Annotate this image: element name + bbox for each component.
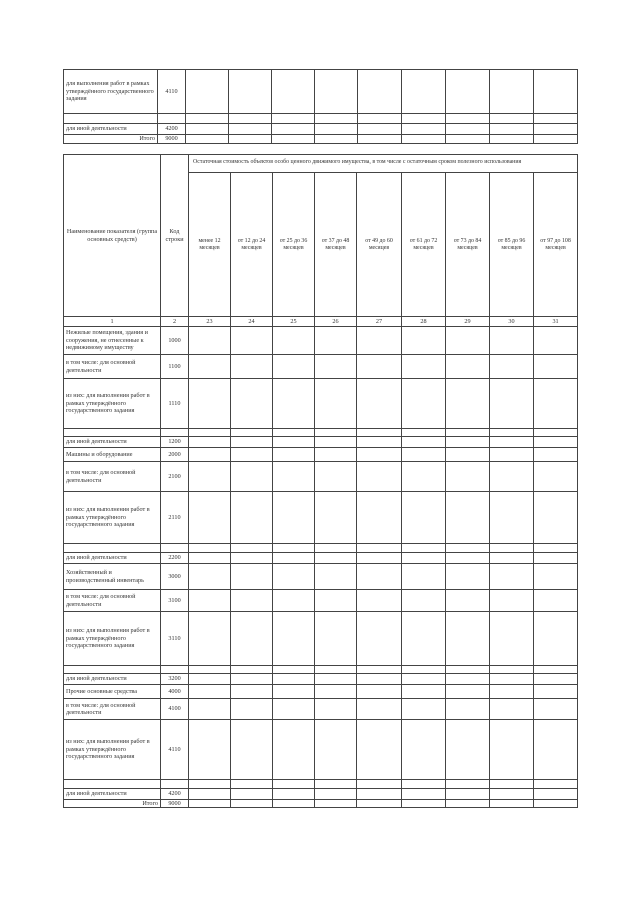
value-cell <box>534 685 578 699</box>
value-cell <box>446 800 490 808</box>
spacer-row <box>64 780 578 789</box>
table-row <box>64 674 578 685</box>
value-cell <box>402 564 446 590</box>
value-cell <box>357 780 402 789</box>
value-cell <box>357 448 402 462</box>
table-row <box>64 612 578 666</box>
row-name: из них: для выполнения работ в рамках утверждённого государственного задания <box>64 379 161 429</box>
table-row <box>64 492 578 544</box>
column-number: 25 <box>273 317 315 327</box>
value-cell <box>315 355 357 379</box>
value-cell <box>231 720 273 780</box>
table-row <box>64 800 578 808</box>
period-header: от 85 до 96 месяцев <box>490 173 534 317</box>
value-cell <box>273 674 315 685</box>
column-number: 23 <box>189 317 231 327</box>
column-number: 24 <box>231 317 273 327</box>
value-cell <box>189 685 231 699</box>
period-header: от 61 до 72 месяцев <box>402 173 446 317</box>
value-cell <box>534 553 578 564</box>
value-cell <box>273 327 315 355</box>
value-cell <box>490 448 534 462</box>
value-cell <box>490 789 534 800</box>
row-name: в том числе: для основной деятельности <box>64 699 161 720</box>
value-cell <box>534 429 578 437</box>
row-name: Машины и оборудование <box>64 448 161 462</box>
value-cell <box>402 448 446 462</box>
table-row <box>64 564 578 590</box>
value-cell <box>534 492 578 544</box>
value-cell <box>357 462 402 492</box>
row-code: 3000 <box>161 564 189 590</box>
value-cell <box>534 666 578 674</box>
value-cell <box>64 544 161 553</box>
value-cell <box>273 612 315 666</box>
value-cell <box>446 564 490 590</box>
value-cell <box>64 429 161 437</box>
value-cell <box>534 699 578 720</box>
table-row <box>64 685 578 699</box>
value-cell <box>189 674 231 685</box>
value-cell <box>402 553 446 564</box>
value-cell <box>189 699 231 720</box>
value-cell <box>315 553 357 564</box>
row-name: Нежилые помещения, здания и сооружения, не отнесенные к недвижимому имуществу <box>64 327 161 355</box>
value-cell <box>402 720 446 780</box>
row-name: для выполнения работ в рамках утверждённого государственного задания <box>64 70 158 114</box>
value-cell <box>161 780 189 789</box>
value-cell <box>315 685 357 699</box>
column-number: 1 <box>64 317 161 327</box>
value-cell <box>402 462 446 492</box>
value-cell <box>315 564 357 590</box>
column-number: 30 <box>490 317 534 327</box>
row-code: 4200 <box>158 124 186 135</box>
value-cell <box>446 789 490 800</box>
row-name: для иной деятельности <box>64 789 161 800</box>
row-code: 4110 <box>161 720 189 780</box>
value-cell <box>446 379 490 429</box>
table-row <box>64 114 578 124</box>
value-cell <box>446 699 490 720</box>
column-number: 31 <box>534 317 578 327</box>
value-cell <box>231 379 273 429</box>
value-cell <box>490 612 534 666</box>
code-header: Код строки <box>161 155 189 317</box>
spacer-row <box>64 429 578 437</box>
value-cell <box>446 666 490 674</box>
value-cell <box>446 355 490 379</box>
value-cell <box>402 612 446 666</box>
value-cell <box>446 780 490 789</box>
value-cell <box>189 462 231 492</box>
row-code: 2200 <box>161 553 189 564</box>
value-cell <box>357 429 402 437</box>
row-code: 4100 <box>161 699 189 720</box>
value-cell <box>231 564 273 590</box>
value-cell <box>273 355 315 379</box>
value-cell <box>490 800 534 808</box>
value-cell <box>273 789 315 800</box>
value-cell <box>231 590 273 612</box>
row-name: из них: для выполнения работ в рамках утверждённого государственного задания <box>64 720 161 780</box>
value-cell <box>446 462 490 492</box>
value-cell <box>189 666 231 674</box>
value-cell <box>534 355 578 379</box>
value-cell <box>357 685 402 699</box>
value-cell <box>490 462 534 492</box>
spacer-row <box>64 544 578 553</box>
row-name: Хозяйственный и производственный инвентарь <box>64 564 161 590</box>
value-cell <box>64 666 161 674</box>
value-cell <box>189 564 231 590</box>
row-code: 1100 <box>161 355 189 379</box>
value-cell <box>534 780 578 789</box>
value-cell <box>273 462 315 492</box>
value-cell <box>357 327 402 355</box>
table-row <box>64 699 578 720</box>
table-row <box>64 789 578 800</box>
value-cell <box>490 699 534 720</box>
value-cell <box>357 379 402 429</box>
value-cell <box>357 789 402 800</box>
table-row <box>64 327 578 355</box>
value-cell <box>534 612 578 666</box>
value-cell <box>357 800 402 808</box>
period-header: от 37 до 48 месяцев <box>315 173 357 317</box>
value-cell <box>315 699 357 720</box>
value-cell <box>315 590 357 612</box>
row-code: 4200 <box>161 789 189 800</box>
table-row <box>64 135 578 144</box>
value-cell <box>231 437 273 448</box>
value-cell <box>273 448 315 462</box>
value-cell <box>273 544 315 553</box>
value-cell <box>402 590 446 612</box>
value-cell <box>446 553 490 564</box>
column-number: 27 <box>357 317 402 327</box>
row-name: из них: для выполнения работ в рамках утверждённого государственного задания <box>64 612 161 666</box>
row-name: для иной деятельности <box>64 674 161 685</box>
value-cell <box>189 429 231 437</box>
value-cell <box>490 590 534 612</box>
value-cell <box>402 429 446 437</box>
value-cell <box>446 674 490 685</box>
header-row <box>64 155 578 173</box>
period-header: от 25 до 36 месяцев <box>273 173 315 317</box>
value-cell <box>315 429 357 437</box>
row-name: для иной деятельности <box>64 553 161 564</box>
value-cell <box>446 590 490 612</box>
row-code: 1200 <box>161 437 189 448</box>
value-cell <box>402 327 446 355</box>
value-cell <box>64 780 161 789</box>
row-code: 9000 <box>161 800 189 808</box>
value-cell <box>402 437 446 448</box>
value-cell <box>231 612 273 666</box>
value-cell <box>189 800 231 808</box>
value-cell <box>273 429 315 437</box>
value-cell <box>189 437 231 448</box>
value-cell <box>273 553 315 564</box>
value-cell <box>315 327 357 355</box>
row-code: 1110 <box>161 379 189 429</box>
value-cell <box>402 674 446 685</box>
row-name: в том числе: для основной деятельности <box>64 590 161 612</box>
value-cell <box>490 437 534 448</box>
value-cell <box>490 666 534 674</box>
value-cell <box>231 448 273 462</box>
value-cell <box>273 720 315 780</box>
group-header: Остаточная стоимость объектов особо ценного движимого имущества, в том числе с остаточным сроком полезного использования <box>189 155 578 173</box>
numbers-row <box>64 317 578 327</box>
value-cell <box>357 590 402 612</box>
period-header: от 12 до 24 месяцев <box>231 173 273 317</box>
row-code: 3100 <box>161 590 189 612</box>
value-cell <box>490 564 534 590</box>
value-cell <box>402 355 446 379</box>
value-cell <box>189 780 231 789</box>
value-cell <box>161 666 189 674</box>
value-cell <box>231 789 273 800</box>
value-cell <box>315 789 357 800</box>
value-cell <box>446 448 490 462</box>
value-cell <box>490 492 534 544</box>
value-cell <box>446 612 490 666</box>
row-code: 4000 <box>161 685 189 699</box>
value-cell <box>189 544 231 553</box>
value-cell <box>357 553 402 564</box>
period-header: от 49 до 60 месяцев <box>357 173 402 317</box>
row-name: в том числе: для основной деятельности <box>64 355 161 379</box>
table-row <box>64 437 578 448</box>
value-cell <box>189 612 231 666</box>
value-cell <box>490 544 534 553</box>
row-name: в том числе: для основной деятельности <box>64 462 161 492</box>
table-row <box>64 462 578 492</box>
value-cell <box>490 720 534 780</box>
value-cell <box>446 492 490 544</box>
row-name: из них: для выполнения работ в рамках утверждённого государственного задания <box>64 492 161 544</box>
table-row <box>64 355 578 379</box>
value-cell <box>446 720 490 780</box>
top-fragment-table <box>63 69 578 144</box>
table-row <box>64 124 578 135</box>
value-cell <box>315 674 357 685</box>
row-name: для иной деятельности <box>64 437 161 448</box>
value-cell <box>357 544 402 553</box>
value-cell <box>315 492 357 544</box>
row-name: Прочие основные средства <box>64 685 161 699</box>
value-cell <box>402 800 446 808</box>
row-code: 3110 <box>161 612 189 666</box>
value-cell <box>231 666 273 674</box>
value-cell <box>402 544 446 553</box>
value-cell <box>273 590 315 612</box>
value-cell <box>231 429 273 437</box>
row-code: 4110 <box>158 70 186 114</box>
value-cell <box>357 612 402 666</box>
value-cell <box>231 553 273 564</box>
value-cell <box>273 379 315 429</box>
value-cell <box>534 437 578 448</box>
value-cell <box>490 674 534 685</box>
value-cell <box>446 437 490 448</box>
row-name: для иной деятельности <box>64 124 158 135</box>
value-cell <box>490 355 534 379</box>
row-code: 2110 <box>161 492 189 544</box>
value-cell <box>273 800 315 808</box>
value-cell <box>273 699 315 720</box>
value-cell <box>534 800 578 808</box>
value-cell <box>402 685 446 699</box>
value-cell <box>273 666 315 674</box>
value-cell <box>534 544 578 553</box>
table-row <box>64 590 578 612</box>
value-cell <box>231 780 273 789</box>
value-cell <box>231 800 273 808</box>
value-cell <box>534 379 578 429</box>
value-cell <box>231 674 273 685</box>
value-cell <box>446 685 490 699</box>
value-cell <box>315 462 357 492</box>
value-cell <box>189 590 231 612</box>
value-cell <box>357 437 402 448</box>
table-row <box>64 379 578 429</box>
value-cell <box>231 327 273 355</box>
value-cell <box>490 685 534 699</box>
value-cell <box>357 666 402 674</box>
row-code: 9000 <box>158 135 186 144</box>
value-cell <box>189 553 231 564</box>
value-cell <box>189 448 231 462</box>
value-cell <box>402 789 446 800</box>
value-cell <box>161 429 189 437</box>
period-header: от 97 до 108 месяцев <box>534 173 578 317</box>
value-cell <box>189 355 231 379</box>
value-cell <box>315 720 357 780</box>
value-cell <box>534 564 578 590</box>
row-name: Итого <box>64 800 161 808</box>
value-cell <box>534 720 578 780</box>
value-cell <box>189 720 231 780</box>
row-code: 2100 <box>161 462 189 492</box>
column-number: 28 <box>402 317 446 327</box>
value-cell <box>490 327 534 355</box>
value-cell <box>357 699 402 720</box>
value-cell <box>273 685 315 699</box>
value-cell <box>315 780 357 789</box>
value-cell <box>315 448 357 462</box>
value-cell <box>490 553 534 564</box>
value-cell <box>402 699 446 720</box>
value-cell <box>231 492 273 544</box>
row-code: 3200 <box>161 674 189 685</box>
value-cell <box>315 800 357 808</box>
row-code: 1000 <box>161 327 189 355</box>
value-cell <box>315 437 357 448</box>
spacer-row <box>64 666 578 674</box>
value-cell <box>534 590 578 612</box>
value-cell <box>189 789 231 800</box>
row-name: Итого <box>64 135 158 144</box>
value-cell <box>446 544 490 553</box>
column-number: 2 <box>161 317 189 327</box>
value-cell <box>231 462 273 492</box>
table-row <box>64 448 578 462</box>
value-cell <box>357 720 402 780</box>
value-cell <box>490 429 534 437</box>
value-cell <box>402 666 446 674</box>
value-cell <box>534 327 578 355</box>
value-cell <box>534 448 578 462</box>
value-cell <box>231 355 273 379</box>
value-cell <box>446 327 490 355</box>
value-cell <box>189 379 231 429</box>
table-row <box>64 553 578 564</box>
value-cell <box>231 544 273 553</box>
period-header: от 73 до 84 месяцев <box>446 173 490 317</box>
value-cell <box>446 429 490 437</box>
value-cell <box>402 780 446 789</box>
value-cell <box>357 355 402 379</box>
value-cell <box>402 379 446 429</box>
value-cell <box>490 379 534 429</box>
value-cell <box>315 612 357 666</box>
value-cell <box>231 685 273 699</box>
value-cell <box>189 492 231 544</box>
value-cell <box>357 564 402 590</box>
value-cell <box>357 492 402 544</box>
value-cell <box>273 780 315 789</box>
value-cell <box>357 674 402 685</box>
value-cell <box>490 780 534 789</box>
table-row <box>64 70 578 114</box>
value-cell <box>189 327 231 355</box>
column-number: 29 <box>446 317 490 327</box>
period-header: менее 12 месяцев <box>189 173 231 317</box>
main-table <box>63 154 578 808</box>
value-cell <box>534 462 578 492</box>
value-cell <box>161 544 189 553</box>
value-cell <box>534 789 578 800</box>
value-cell <box>273 437 315 448</box>
value-cell <box>315 666 357 674</box>
value-cell <box>231 699 273 720</box>
value-cell <box>315 544 357 553</box>
value-cell <box>402 492 446 544</box>
table-row <box>64 720 578 780</box>
column-number: 26 <box>315 317 357 327</box>
value-cell <box>273 564 315 590</box>
value-cell <box>273 492 315 544</box>
table-body <box>64 327 578 808</box>
indicator-header: Наименование показателя (группа основных средств) <box>64 155 161 317</box>
value-cell <box>534 674 578 685</box>
value-cell <box>315 379 357 429</box>
row-code: 2000 <box>161 448 189 462</box>
